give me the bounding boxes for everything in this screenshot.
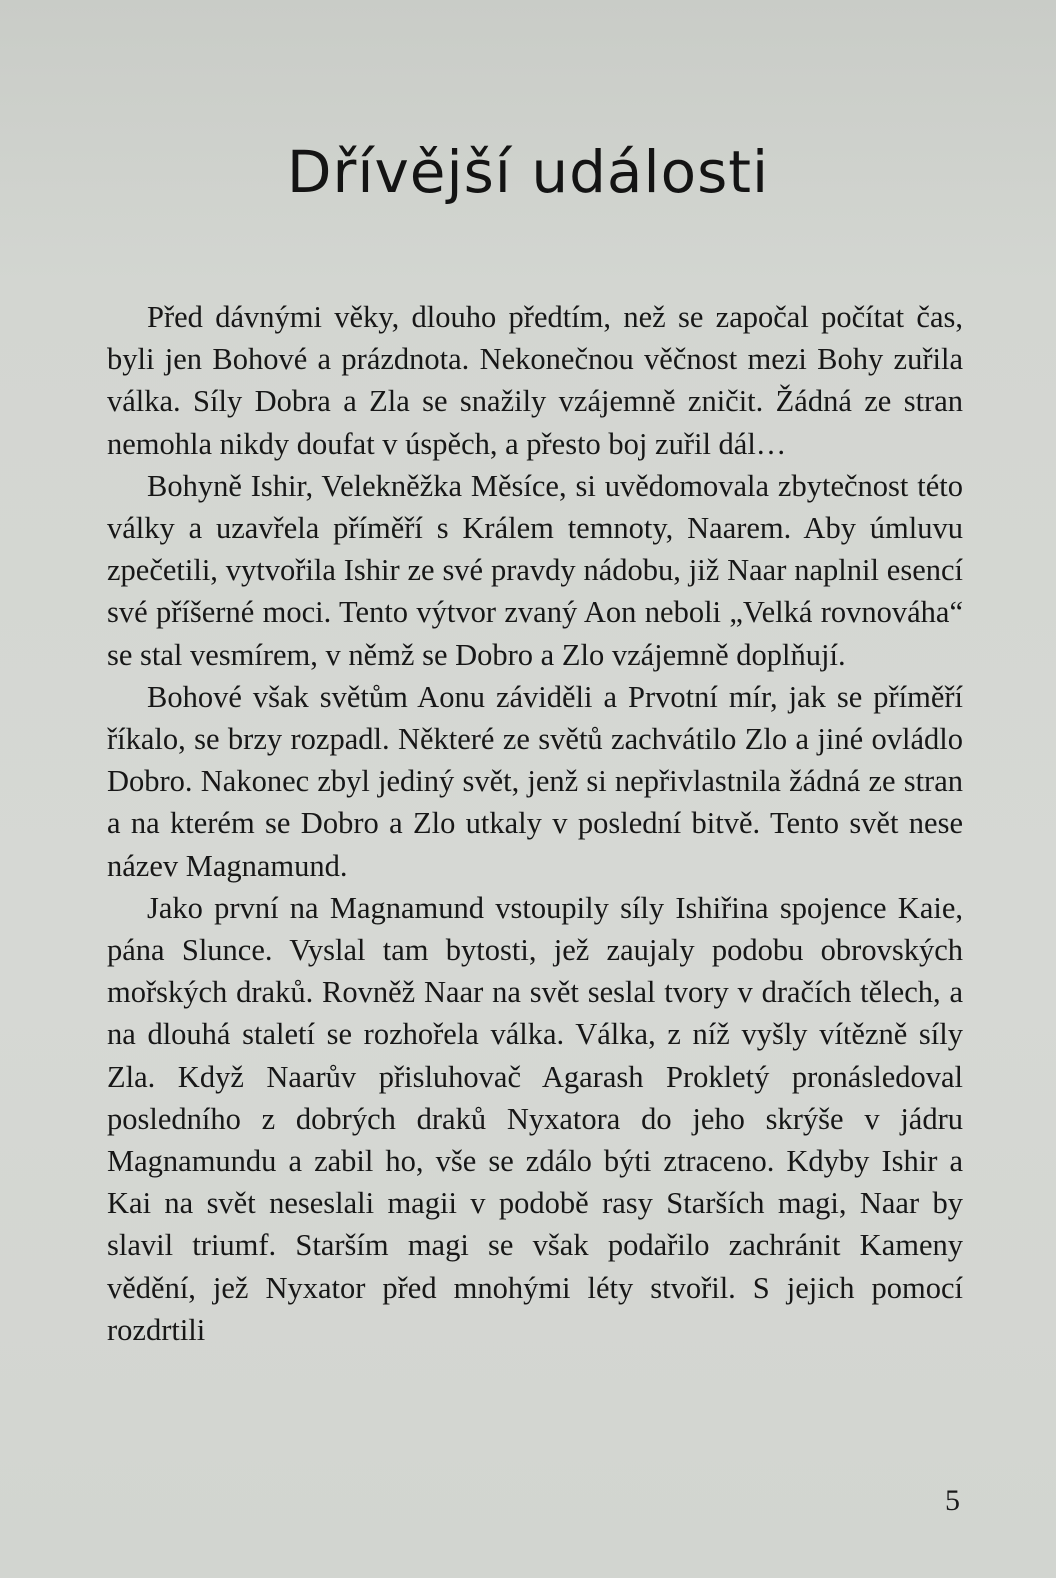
paragraph: Bohyně Ishir, Velekněžka Měsíce, si uvědomovala zbytečnost této války a uzavřela příměří s Králem temnoty, Naarem. Aby úmluvu zpečetili, vytvořila Ishir ze své pravdy nádobu, již Naar naplnil esencí své příšerné moci. Tento výtvor zvaný Aon neboli „Velká rovnováha“ se stal vesmírem, v němž se Dobro a Zlo vzájemně doplňují. xyxy=(107,468,963,672)
paragraph: Jako první na Magnamund vstoupily síly Ishiřina spojence Kaie, pána Slunce. Vyslal tam bytosti, jež zaujaly podobu obrovských mořských draků. Rovněž Naar na svět seslal tvory v dračích tělech, a na dlouhá staletí se rozhořela válka. Válka, z níž vyšly vítězně síly Zla. Když Naarův přisluhovač Agarash Prokletý pronásledoval posledního z dobrých draků Nyxatora do jeho skrýše v jádru Magnamundu a zabil ho, vše se zdálo býti ztraceno. Kdyby Ishir a Kai na svět neseslali magii v podobě rasy Starších magi, Naar by slavil triumf. Starším magi se však podařilo zachránit Kameny vědění, jež Nyxator před mnohými léty stvořil. S jejich pomocí rozdrtili xyxy=(107,890,963,1347)
paragraph: Bohové však světům Aonu záviděli a Prvotní mír, jak se příměří říkalo, se brzy rozpadl. Některé ze světů zachvátilo Zlo a jiné ovládlo Dobro. Nakonec zbyl jediný svět, jenž si nepřivlastnila žádná ze stran a na kterém se Dobro a Zlo utkaly v poslední bitvě. Tento svět nese název Magnamund. xyxy=(107,679,963,883)
paragraph: Před dávnými věky, dlouho předtím, než se započal počítat čas, byli jen Bohové a prázdnota. Nekonečnou věčnost mezi Bohy zuřila válka. Síly Dobra a Zla se snažily vzájemně zničit. Žádná ze stran nemohla nikdy doufat v úspěch, a přesto boj zuřil dál… xyxy=(107,300,963,461)
chapter-body xyxy=(107,296,963,1351)
chapter-title: Dřívější události xyxy=(286,138,770,206)
page-number: 5 xyxy=(945,1484,960,1517)
